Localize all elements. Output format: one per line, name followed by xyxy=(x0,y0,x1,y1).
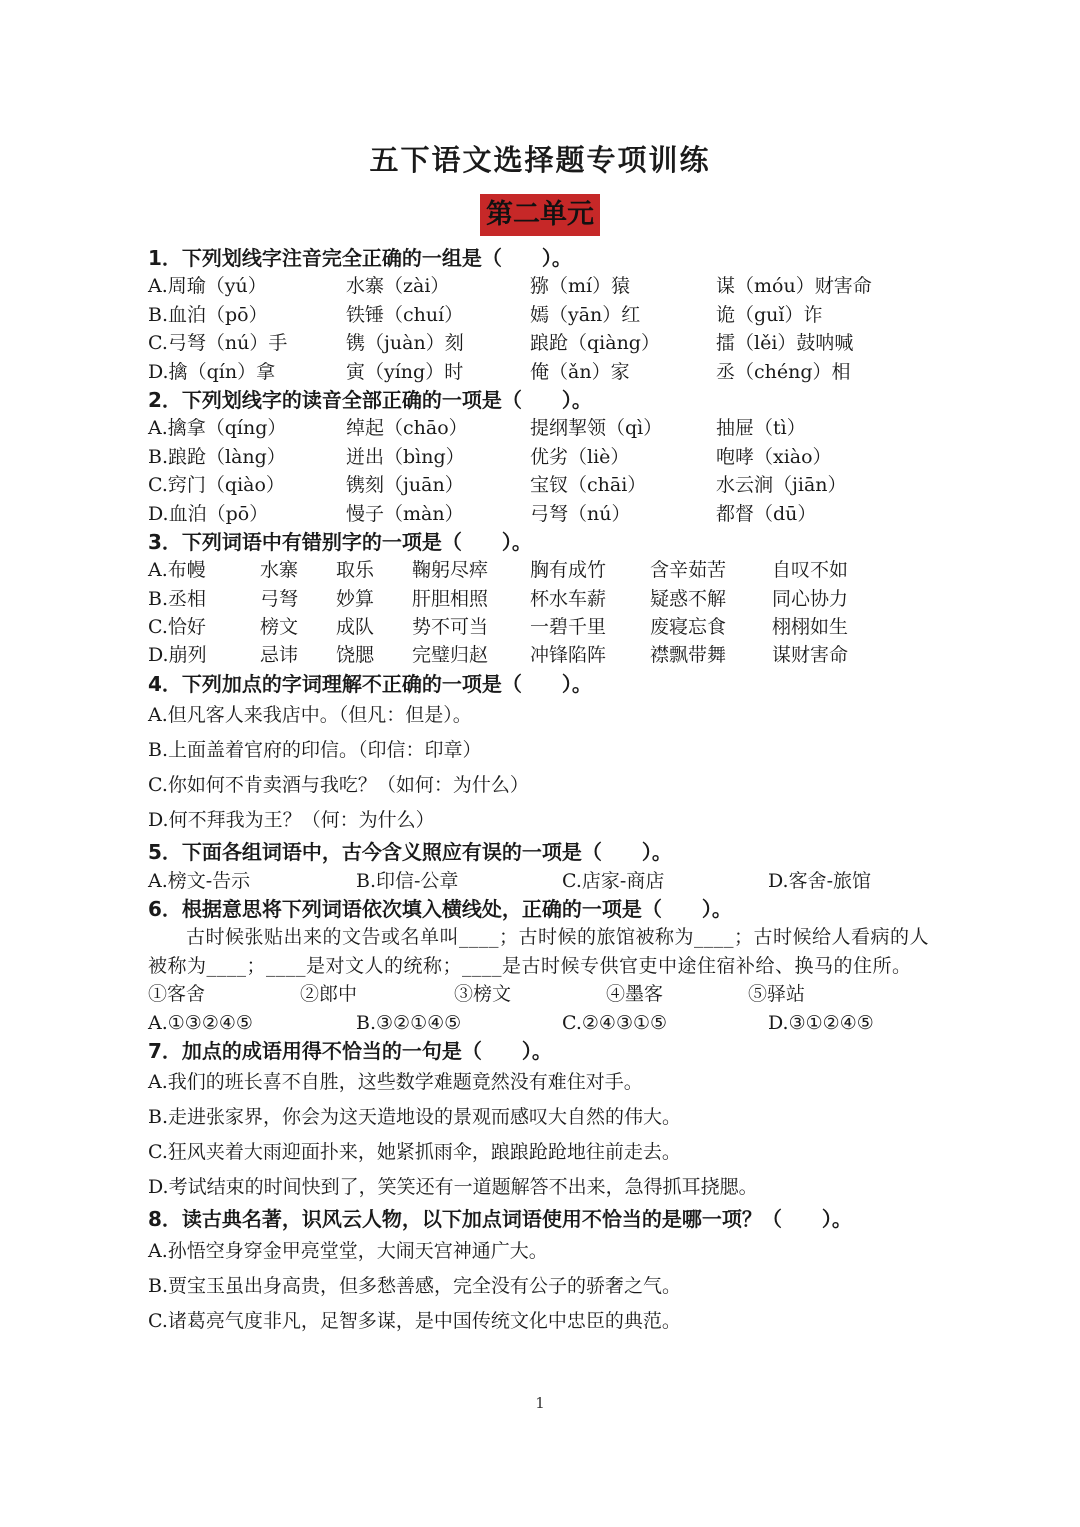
unit-label: 第二单元 xyxy=(480,194,600,236)
word-cell: B.丞相 xyxy=(148,587,207,610)
word-cell: 成队 xyxy=(336,616,375,639)
word-option: ②郎中 xyxy=(300,983,358,1006)
option-cell: D.血泊（pō） xyxy=(148,502,269,525)
option-b: B.③②①④⑤ xyxy=(356,1011,462,1034)
question-1-option-a xyxy=(148,272,948,300)
word-cell: 饶腮 xyxy=(336,644,375,667)
option-cell: 慢子（màn） xyxy=(346,502,464,525)
question-6-words xyxy=(148,980,948,1008)
question-3-option-a xyxy=(148,556,948,584)
question-1-option-b xyxy=(148,301,948,329)
option-cell: 咆哮（xiào） xyxy=(716,445,832,468)
option-cell: 嫣（yān）红 xyxy=(530,303,641,326)
question-4-option-c: C.你如何不肯卖酒与我吃？（如何：为什么） xyxy=(148,774,529,797)
option-cell: C.弓弩（nú）手 xyxy=(148,332,288,355)
option-cell: 镌刻（juān） xyxy=(346,474,464,497)
word-option: ③榜文 xyxy=(454,983,512,1006)
question-1-option-c xyxy=(148,329,948,357)
question-4-stem: 4．下列加点的字词理解不正确的一项是（ ）。 xyxy=(148,671,592,696)
word-cell: 谋财害命 xyxy=(772,644,849,667)
question-4-option-b: B.上面盖着官府的印信。（印信：印章） xyxy=(148,739,482,762)
question-2-stem: 2．下列划线字的读音全部正确的一项是（ ）。 xyxy=(148,387,592,412)
question-8-option-b: B.贾宝玉虽出身高贵，但多愁善感，完全没有公子的骄奢之气。 xyxy=(148,1274,682,1297)
question-4-option-d: D.何不拜我为王？（何：为什么） xyxy=(148,809,435,832)
question-7-option-d: D.考试结束的时间快到了，笑笑还有一道题解答不出来，急得抓耳挠腮。 xyxy=(148,1176,758,1199)
word-cell: 胸有成竹 xyxy=(530,559,607,582)
option-cell: 踉跄（qiàng） xyxy=(530,332,660,355)
question-7-stem: 7．加点的成语用得不恰当的一句是（ ）。 xyxy=(148,1039,552,1064)
option-cell: 寅（yíng）时 xyxy=(346,360,464,383)
option-cell: 宝钗（chāi） xyxy=(530,474,647,497)
question-1-stem: 1．下列划线字注音完全正确的一组是（ ）。 xyxy=(148,246,572,270)
question-2-option-d xyxy=(148,500,948,528)
question-7-option-a: A.我们的班长喜不自胜，这些数学难题竟然没有难住对手。 xyxy=(148,1071,643,1094)
option-cell: 丞（chéng）相 xyxy=(716,360,851,383)
word-cell: 忌讳 xyxy=(260,644,299,667)
question-6-paragraph: 古时候张贴出来的文告或名单叫____；古时候的旅馆被称为____；古时候给人看病的人被称为____；____是对文人的统称；____是古时候专供官吏中途住宿补给、换马的住所。 xyxy=(148,926,930,977)
question-2-option-c xyxy=(148,471,948,499)
option-cell: C.窍门（qiào） xyxy=(148,474,285,497)
question-5-options xyxy=(148,867,948,895)
word-cell: 一碧千里 xyxy=(530,616,607,639)
option-cell: 擂（lěi）鼓呐喊 xyxy=(716,332,854,355)
question-3-option-c xyxy=(148,613,948,641)
option-a: A.①③②④⑤ xyxy=(148,1011,253,1034)
question-5-stem: 5．下面各组词语中，古今含义照应有误的一项是（ ）。 xyxy=(148,840,672,865)
option-cell: 水云涧（jiān） xyxy=(716,474,847,497)
word-cell: 废寝忘食 xyxy=(650,616,727,639)
word-cell: 妙算 xyxy=(336,587,375,610)
question-3-stem: 3．下列词语中有错别字的一项是（ ）。 xyxy=(148,529,532,554)
question-8-option-c: C.诸葛亮气度非凡，足智多谋，是中国传统文化中忠臣的典范。 xyxy=(148,1309,681,1332)
option-cell: 优劣（liè） xyxy=(530,445,630,468)
option-cell: 都督（dū） xyxy=(716,502,817,525)
question-3-option-d xyxy=(148,641,948,669)
question-2-option-b xyxy=(148,443,948,471)
question-2-option-a xyxy=(148,414,948,442)
option-cell: B.血泊（pō） xyxy=(148,303,268,326)
question-6-stem: 6．根据意思将下列词语依次填入横线处，正确的一项是（ ）。 xyxy=(148,897,732,922)
page-number: 1 xyxy=(535,1394,545,1412)
option-cell: 俺（ǎn）家 xyxy=(530,360,630,383)
word-cell: A.布幔 xyxy=(148,559,206,582)
word-cell: 水寨 xyxy=(260,559,299,582)
option-cell: 弓弩（nú） xyxy=(530,502,631,525)
option-cell: 镌（juàn）刻 xyxy=(346,332,464,355)
word-cell: 鞠躬尽瘁 xyxy=(412,559,489,582)
option-d: D.③①②④⑤ xyxy=(768,1011,874,1034)
option-cell: A.擒拿（qíng） xyxy=(148,417,287,440)
question-6-options xyxy=(148,1009,948,1037)
word-option: ①客舍 xyxy=(148,983,206,1006)
word-cell: 取乐 xyxy=(336,559,375,582)
word-cell: 势不可当 xyxy=(412,616,489,639)
question-3-option-b xyxy=(148,585,948,613)
option-c: C.店家-商店 xyxy=(562,869,665,892)
question-7-option-c: C.狂风夹着大雨迎面扑来，她紧抓雨伞，踉踉跄跄地往前走去。 xyxy=(148,1141,681,1164)
option-c: C.②④③①⑤ xyxy=(562,1011,668,1034)
question-7-option-b: B.走进张家界，你会为这天造地设的景观而感叹大自然的伟大。 xyxy=(148,1106,682,1129)
option-cell: 谋（móu）财害命 xyxy=(716,275,872,298)
option-a: A.榜文-告示 xyxy=(148,869,251,892)
word-cell: 襟飘带舞 xyxy=(650,644,727,667)
word-option: ⑤驿站 xyxy=(748,983,806,1006)
word-cell: 含辛茹苦 xyxy=(650,559,727,582)
option-cell: 铁锤（chuí） xyxy=(346,303,464,326)
option-cell: 绰起（chāo） xyxy=(346,417,468,440)
option-cell: 水寨（zài） xyxy=(346,275,450,298)
word-cell: C.恰好 xyxy=(148,616,206,639)
option-cell: 猕（mí）猿 xyxy=(530,275,631,298)
option-cell: 诡（guǐ）诈 xyxy=(716,303,823,326)
word-cell: 榜文 xyxy=(260,616,299,639)
word-cell: 肝胆相照 xyxy=(412,587,489,610)
page-title: 五下语文选择题专项训练 xyxy=(369,143,711,177)
word-option: ④墨客 xyxy=(606,983,664,1006)
question-list xyxy=(148,244,948,1339)
question-8-option-a: A.孙悟空身穿金甲亮堂堂，大闹天宫神通广大。 xyxy=(148,1239,548,1262)
word-cell: 完璧归赵 xyxy=(412,644,489,667)
word-cell: 弓弩 xyxy=(260,587,299,610)
word-cell: 自叹不如 xyxy=(772,559,849,582)
question-8-stem: 8．读古典名著，识风云人物，以下加点词语使用不恰当的是哪一项？（ ）。 xyxy=(148,1207,852,1232)
option-cell: D.擒（qín）拿 xyxy=(148,360,276,383)
question-1-option-d xyxy=(148,358,948,386)
option-cell: 迸出（bìng） xyxy=(346,445,465,468)
word-cell: D.崩列 xyxy=(148,644,207,667)
word-cell: 冲锋陷阵 xyxy=(530,644,607,667)
option-cell: 提纲挈领（qì） xyxy=(530,417,663,440)
unit-banner xyxy=(0,194,1080,236)
option-b: B.印信-公章 xyxy=(356,869,459,892)
option-cell: 抽屉（tì） xyxy=(716,417,806,440)
word-cell: 栩栩如生 xyxy=(772,616,849,639)
word-cell: 疑惑不解 xyxy=(650,587,727,610)
word-cell: 杯水车薪 xyxy=(530,587,607,610)
word-cell: 同心协力 xyxy=(772,587,849,610)
option-cell: A.周瑜（yú） xyxy=(148,275,267,298)
question-4-option-a: A.但凡客人来我店中。（但凡：但是）。 xyxy=(148,704,472,727)
option-cell: B.踉跄（làng） xyxy=(148,445,286,468)
option-d: D.客舍-旅馆 xyxy=(768,869,872,892)
